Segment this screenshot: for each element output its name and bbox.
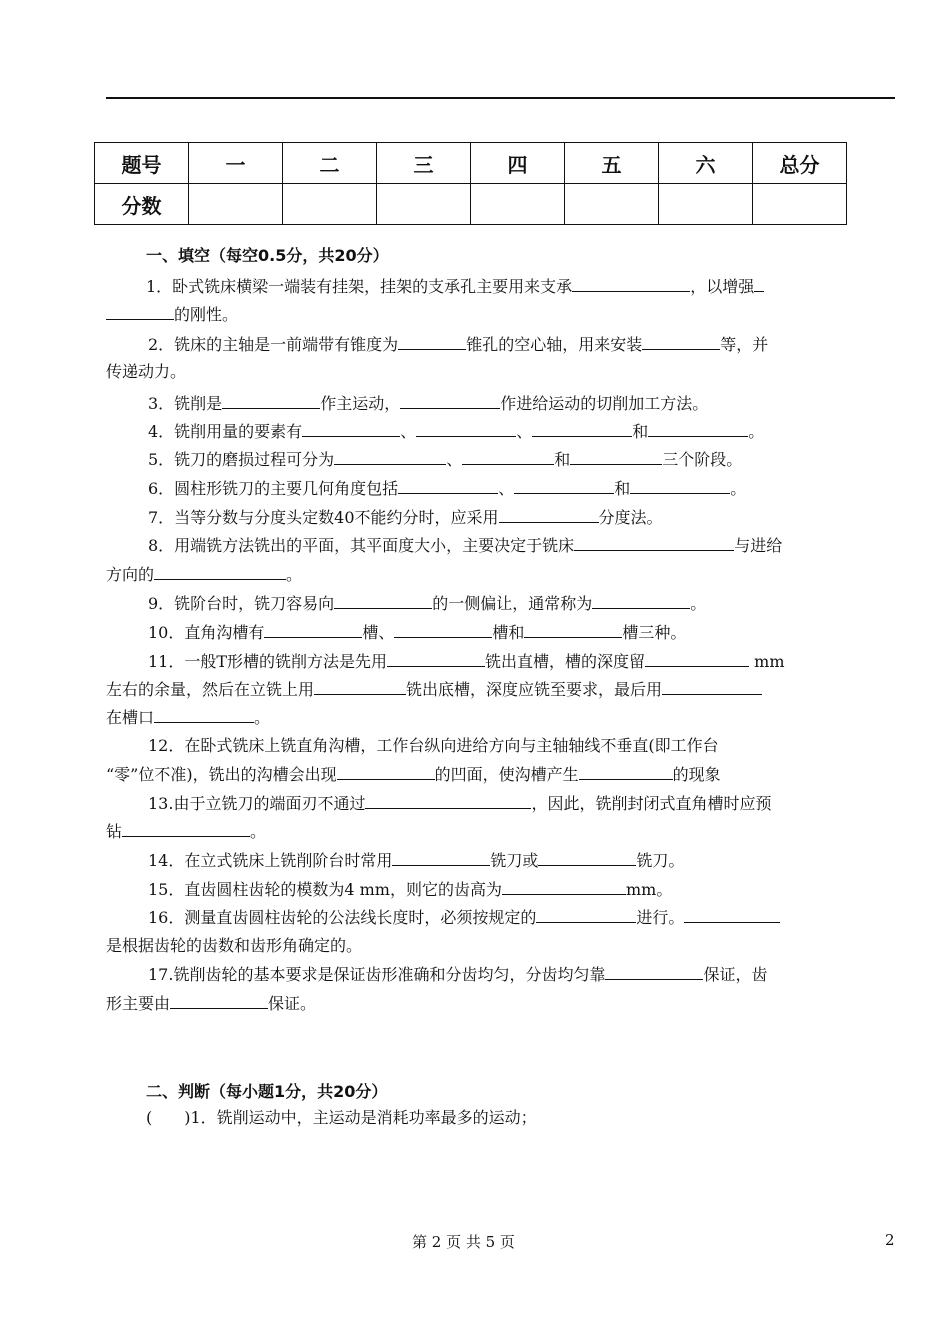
score-table-score-row	[95, 184, 847, 225]
blank[interactable]	[630, 477, 730, 494]
question-4: 4．铣削用量的要素有 、 、 和 。	[148, 422, 765, 441]
score-blank-cell[interactable]	[753, 184, 847, 225]
score-blank-cell[interactable]	[565, 184, 659, 225]
blank[interactable]	[570, 448, 662, 465]
score-blank-cell[interactable]	[189, 184, 283, 225]
question-11-line2: 左右的余量，然后在立铣上用 铣出底槽，深度应铣至要求，最后用	[106, 678, 762, 701]
score-header-cell: 五	[565, 143, 659, 184]
question-7: 7．当等分数与分度头定数40不能约分时，应采用 分度法。	[148, 508, 663, 527]
blank[interactable]	[394, 621, 492, 638]
question-12-line2: “零”位不准)，铣出的沟槽会出现 的凹面，使沟槽产生 的现象	[106, 765, 721, 784]
blank[interactable]	[538, 849, 636, 866]
question-11-line1: 11．一般T形槽的铣削方法是先用 铣出直槽，槽的深度留 mm	[148, 652, 785, 671]
question-15: 15．直齿圆柱齿轮的模数为4 mm，则它的齿高为 mm。	[148, 880, 673, 899]
question-17-line1: 17.铣削齿轮的基本要求是保证齿形准确和分齿均匀，分齿均匀靠 保证，齿	[148, 965, 768, 984]
question-8-line2: 方向的 。	[106, 565, 303, 584]
score-table	[94, 142, 847, 225]
score-header-cell: 一	[189, 143, 283, 184]
blank[interactable]	[514, 477, 614, 494]
score-blank-cell[interactable]	[471, 184, 565, 225]
blank[interactable]	[365, 792, 531, 809]
page-info: 第 2 页 共 5 页	[412, 1233, 515, 1251]
blank[interactable]	[264, 621, 362, 638]
blank[interactable]	[154, 563, 286, 580]
score-header-cell: 题号	[95, 143, 189, 184]
blank[interactable]	[579, 763, 673, 780]
blank[interactable]	[154, 706, 254, 723]
blank[interactable]	[502, 878, 626, 895]
blank[interactable]	[122, 820, 250, 837]
blank[interactable]	[314, 678, 406, 695]
blank[interactable]	[605, 963, 703, 980]
question-13-line2: 钻 。	[106, 822, 267, 841]
section1-title: 一、填空（每空0.5分，共20分）	[146, 246, 389, 265]
blank[interactable]	[572, 275, 690, 292]
score-header-cell: 二	[283, 143, 377, 184]
question-3: 3．铣削是 作主运动， 作进给运动的切削加工方法。	[148, 394, 709, 413]
score-blank-cell[interactable]	[283, 184, 377, 225]
blank[interactable]	[645, 650, 749, 667]
blank[interactable]	[684, 906, 780, 923]
question-13-line1: 13.由于立铣刀的端面刃不通过 ，因此，铣削封闭式直角槽时应预	[148, 794, 772, 813]
blank[interactable]	[337, 763, 435, 780]
question-12-line1: 12．在卧式铣床上铣直角沟槽，工作台纵向进给方向与主轴轴线不垂直(即工作台	[148, 736, 719, 755]
blank[interactable]	[302, 420, 400, 437]
blank[interactable]	[398, 477, 498, 494]
question-2-line1: 2．铣床的主轴是一前端带有锥度为 锥孔的空心轴，用来安装 等，并	[148, 335, 769, 354]
blank[interactable]	[334, 448, 446, 465]
score-table-header-row	[95, 143, 847, 184]
blank[interactable]	[532, 420, 632, 437]
question-17-line2: 形主要由 保证。	[106, 994, 317, 1013]
question-16-line1: 16．测量直齿圆柱齿轮的公法线长度时，必须按规定的 进行。	[148, 906, 780, 929]
blank[interactable]	[642, 333, 720, 350]
blank[interactable]	[536, 906, 636, 923]
question-2-line2: 传递动力。	[106, 362, 187, 381]
score-header-cell: 六	[659, 143, 753, 184]
header-rule	[106, 97, 895, 99]
blank[interactable]	[662, 678, 762, 695]
score-row-label: 分数	[95, 184, 189, 225]
question-9: 9．铣阶台时，铣刀容易向 的一侧偏让，通常称为 。	[148, 594, 707, 613]
blank[interactable]	[648, 420, 748, 437]
blank[interactable]	[416, 420, 516, 437]
section2-title: 二、判断（每小题1分，共20分）	[146, 1082, 388, 1101]
score-blank-cell[interactable]	[377, 184, 471, 225]
answer-paren[interactable]: ( )	[146, 1108, 191, 1127]
score-header-cell: 总分	[753, 143, 847, 184]
question-10: 10．直角沟槽有 槽、 槽和 槽三种。	[148, 623, 687, 642]
blank[interactable]	[400, 392, 500, 409]
blank[interactable]	[392, 849, 490, 866]
blank[interactable]	[334, 592, 432, 609]
question-16-line2: 是根据齿轮的齿数和齿形角确定的。	[106, 936, 363, 955]
blank[interactable]	[170, 992, 268, 1009]
question-1-line2: 的刚性。	[106, 303, 238, 326]
blank[interactable]	[754, 275, 764, 292]
blank[interactable]	[222, 392, 320, 409]
blank[interactable]	[398, 333, 466, 350]
blank[interactable]	[499, 506, 599, 523]
blank[interactable]	[574, 534, 734, 551]
page-number: 2	[885, 1231, 895, 1249]
question-6: 6．圆柱形铣刀的主要几何角度包括 、 和 。	[148, 479, 747, 498]
question-5: 5．铣刀的磨损过程可分为 、 和 三个阶段。	[148, 450, 743, 469]
blank[interactable]	[524, 621, 622, 638]
score-blank-cell[interactable]	[659, 184, 753, 225]
question-8-line1: 8．用端铣方法铣出的平面，其平面度大小，主要决定于铣床 与进给	[148, 536, 783, 555]
blank[interactable]	[592, 592, 690, 609]
blank[interactable]	[387, 650, 485, 667]
question-11-line3: 在槽口 。	[106, 708, 271, 727]
score-header-cell: 四	[471, 143, 565, 184]
question-14: 14．在立式铣床上铣削阶台时常用 铣刀或 铣刀。	[148, 851, 685, 870]
blank[interactable]	[462, 448, 554, 465]
question-1-line1: 1．卧式铣床横梁一端装有挂架，挂架的支承孔主要用来支承 ，以增强	[146, 275, 764, 298]
blank[interactable]	[106, 303, 174, 320]
score-header-cell: 三	[377, 143, 471, 184]
judge-question-1: ( )1．铣削运动中，主运动是消耗功率最多的运动；	[146, 1108, 537, 1127]
